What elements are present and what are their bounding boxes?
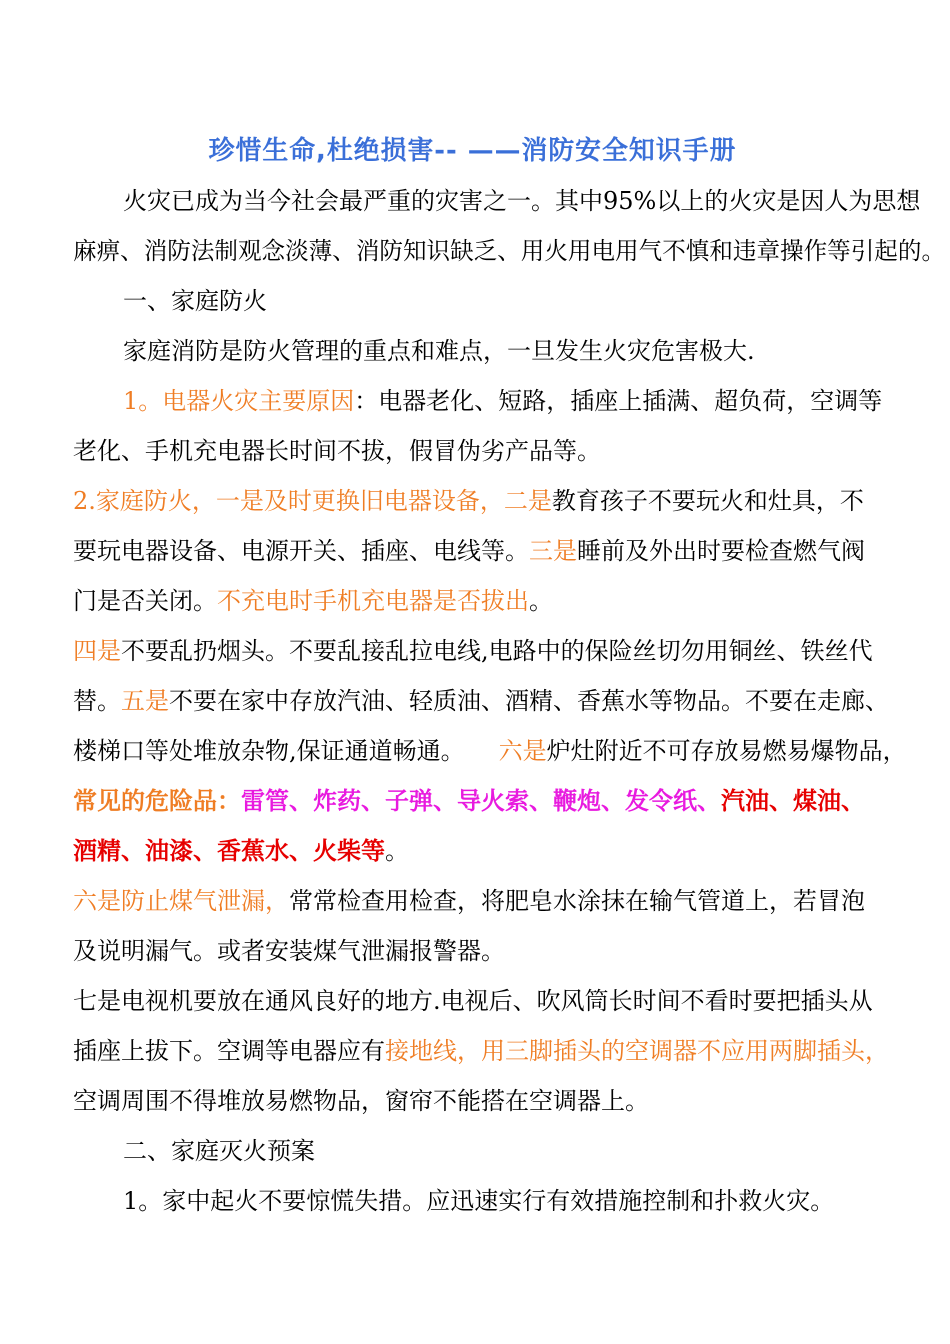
paragraph-line: 家庭消防是防火管理的重点和难点，一旦发生火灾危害极大. [123,337,755,365]
highlight-text-magenta: 雷管、炸药、子弹、导火索、鞭炮、发令纸、 [241,786,721,815]
highlight-text: 常见的危险品： [73,786,241,815]
body-text: 不要在家中存放汽油、轻质油、酒精、香蕉水等物品。不要在走廊、 [169,687,889,715]
paragraph-line [73,886,865,916]
highlight-text: 六是 [498,737,547,765]
paragraph-line [73,686,889,716]
paragraph-line [73,736,907,766]
document-title: 珍惜生命,杜绝损害-- ——消防安全知识手册 [208,136,737,166]
highlight-text: 六是防止煤气泄漏， [73,887,289,915]
body-text: 楼梯口等处堆放杂物,保证通道畅通。 [73,737,465,765]
body-text: 睡前及外出时要检查燃气阀 [577,537,865,565]
highlight-text: 2.家庭防火，一是及时更换旧电器设备，二是 [73,487,552,515]
intro-line-2: 麻痹、消防法制观念淡薄、消防知识缺乏、用火用电用气不慎和违章操作等引起的。 [73,237,946,265]
body-text: 替。 [73,687,121,715]
section-heading-fire-plan: 二、家庭灭火预案 [123,1137,315,1165]
dangerous-goods-line [73,786,865,816]
body-text: 要玩电器设备、电源开关、插座、电线等。 [73,537,529,565]
body-text: 。 [385,837,409,865]
highlight-text: 三是 [529,537,577,565]
highlight-text-red: 酒精、油漆、香蕉水、火柴等 [73,836,385,865]
paragraph-line [73,1036,889,1066]
paragraph-line: 七是电视机要放在通风良好的地方.电视后、吹风筒长时间不看时要把插头从 [73,987,873,1015]
highlight-text: 四是 [73,637,121,665]
body-text: ：电器老化、短路，插座上插满、超负荷，空调等 [354,387,883,415]
paragraph-line: 及说明漏气。或者安装煤气泄漏报警器。 [73,937,505,965]
paragraph-line [73,486,864,516]
body-text: 炉灶附近不可存放易燃易爆物品， [546,737,907,765]
body-text: 教育孩子不要玩火和灶具，不 [551,487,864,515]
paragraph-line [123,386,882,416]
paragraph-line [73,586,553,616]
highlight-text: 接地线，用三脚插头的空调器不应用两脚插头， [385,1037,889,1065]
section-heading-home-fire-prevention: 一、家庭防火 [123,287,267,315]
body-text: 常常检查用检查，将肥皂水涂抹在输气管道上，若冒泡 [289,887,865,915]
paragraph-line: 空调周围不得堆放易燃物品，窗帘不能搭在空调器上。 [73,1087,649,1115]
paragraph-line [73,636,873,666]
body-text: 。 [529,587,553,615]
highlight-text: 不充电时手机充电器是否拔出 [217,587,529,615]
highlight-text: 1。电器火灾主要原因 [123,387,355,415]
dangerous-goods-line [73,836,409,866]
highlight-text: 五是 [121,687,169,715]
intro-line-1: 火灾已成为当今社会最严重的灾害之一。其中95%以上的火灾是因人为思想 [123,187,921,215]
body-text: 不要乱扔烟头。不要乱接乱拉电线,电路中的保险丝切勿用铜丝、铁丝代 [121,637,873,665]
body-text: 门是否关闭。 [73,587,217,615]
paragraph-line: 老化、手机充电器长时间不拔，假冒伪劣产品等。 [73,437,601,465]
paragraph-line: 1。家中起火不要惊慌失措。应迅速实行有效措施控制和扑救火灾。 [123,1187,835,1215]
body-text: 插座上拔下。空调等电器应有 [73,1037,385,1065]
paragraph-line [73,536,865,566]
highlight-text-red: 汽油、煤油、 [721,786,865,815]
